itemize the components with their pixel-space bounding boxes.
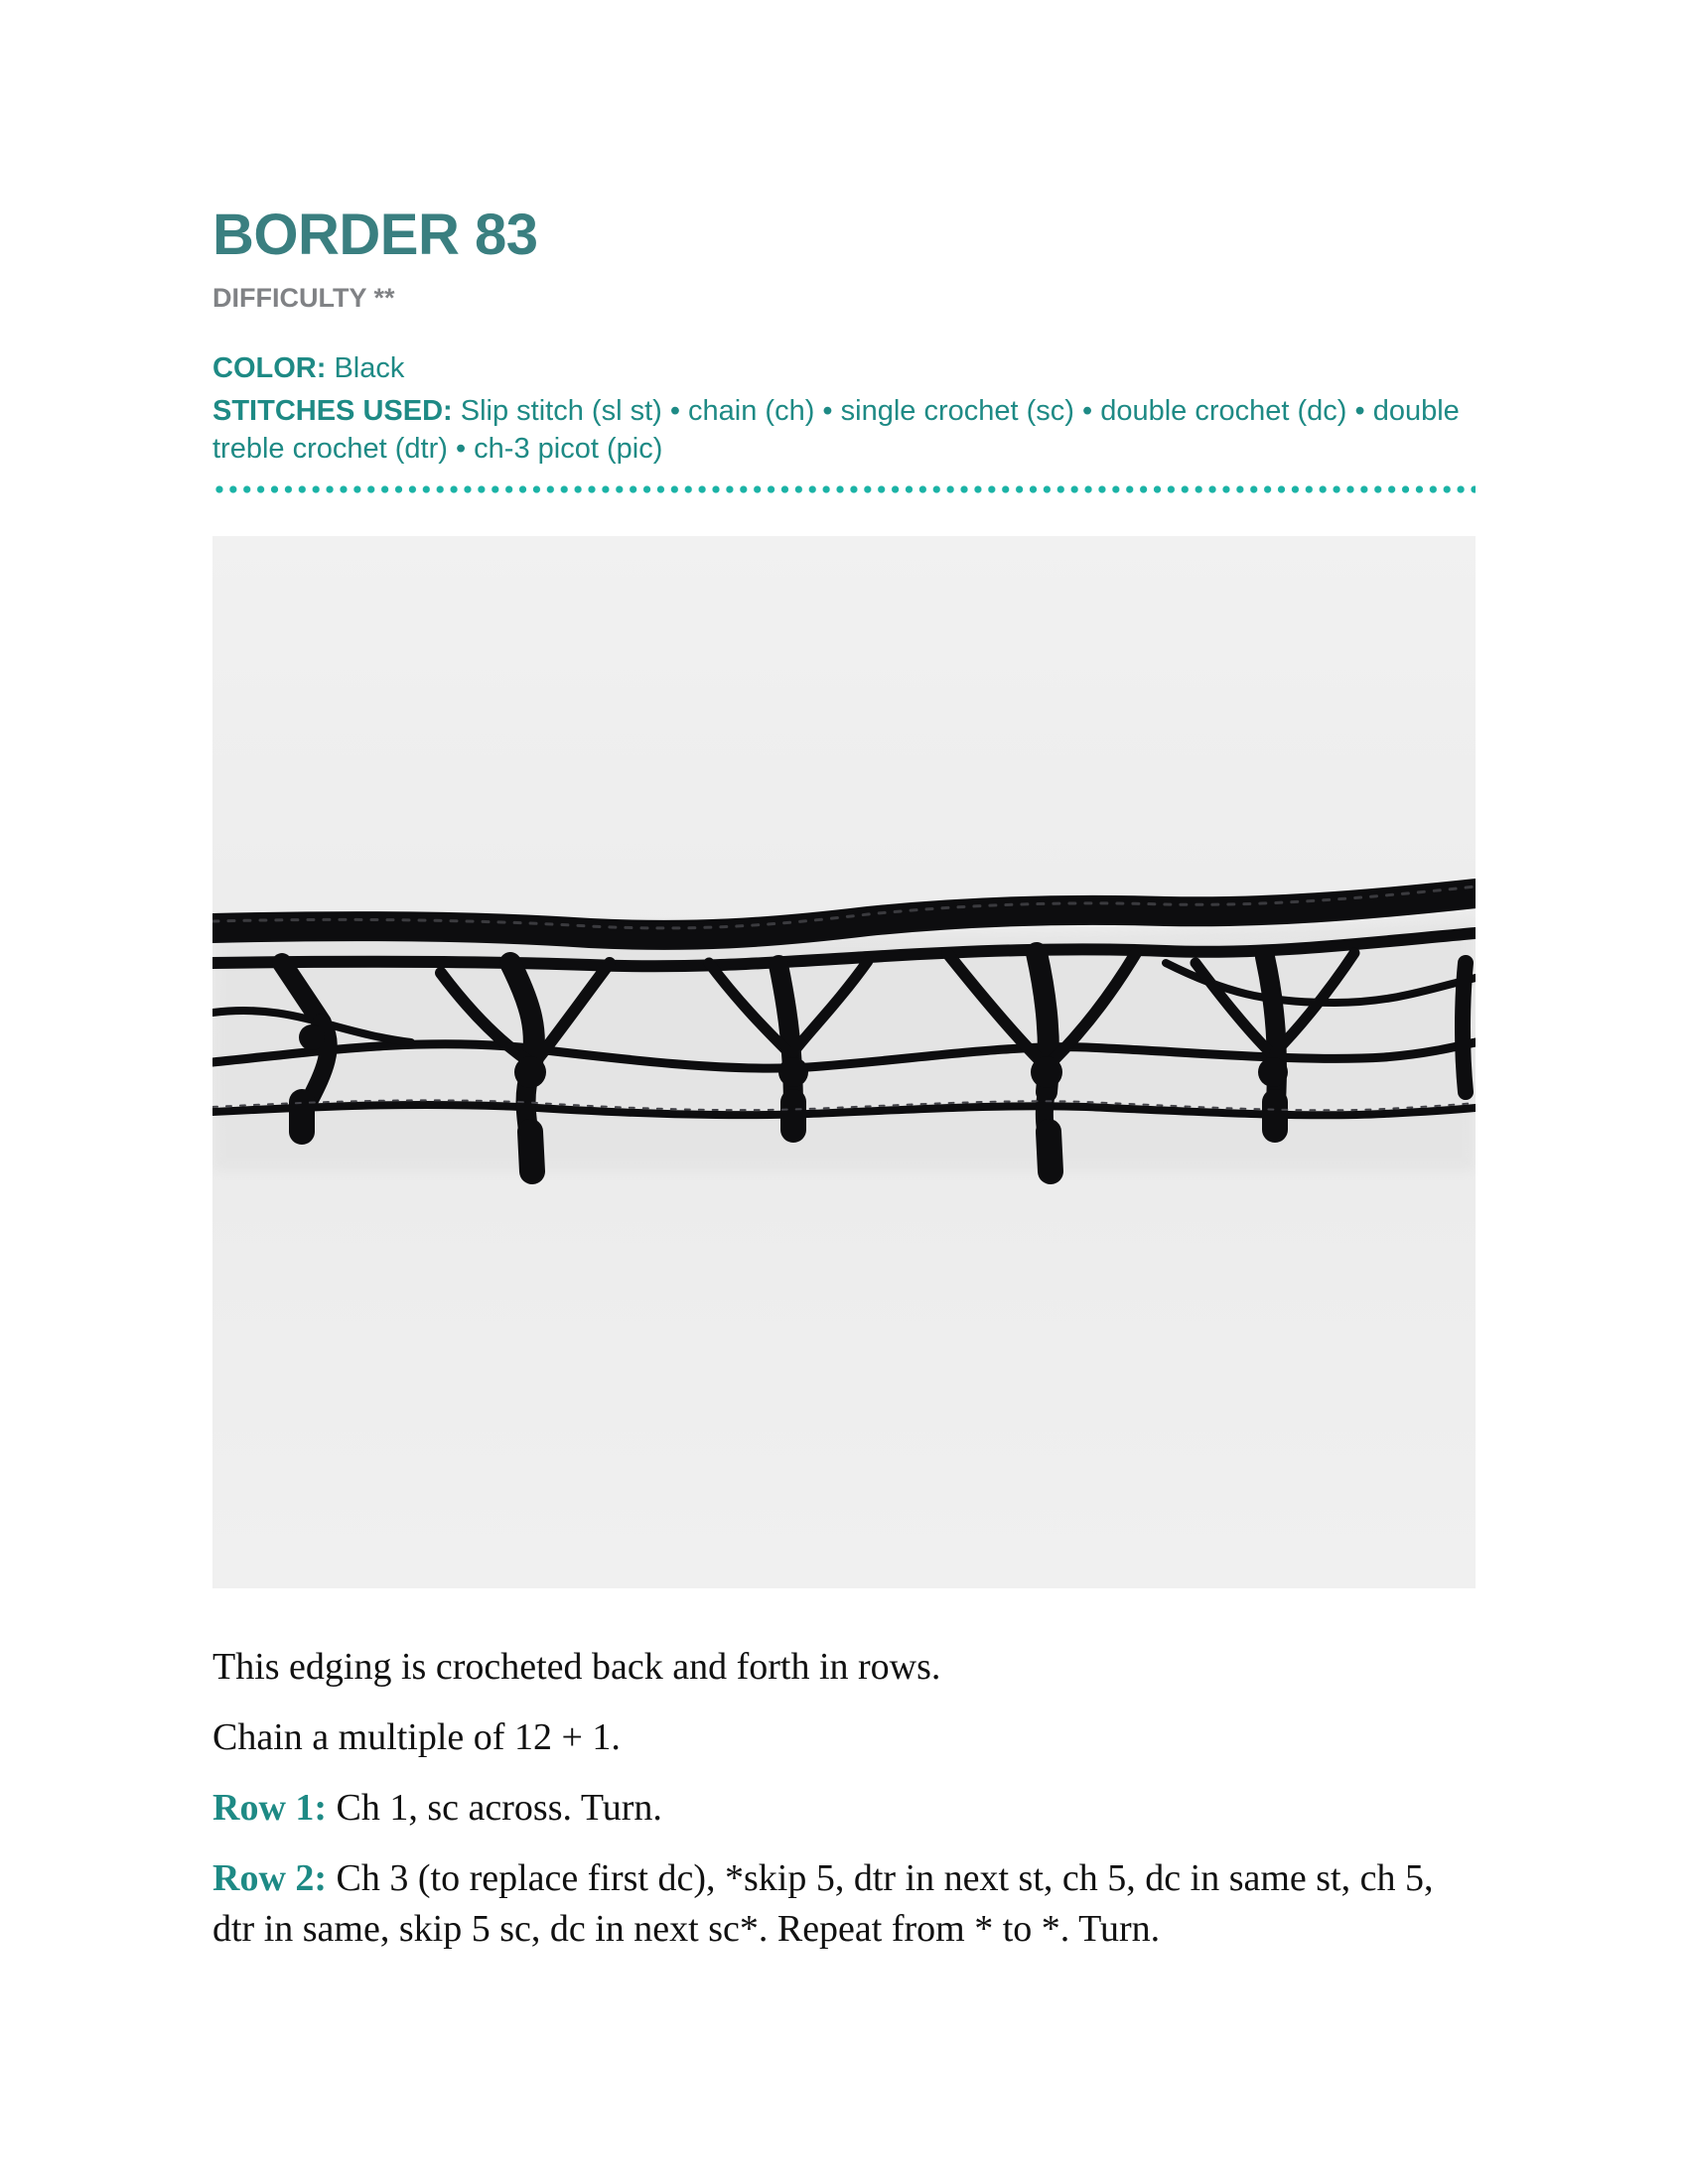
crochet-border-image bbox=[212, 536, 1476, 1588]
intro-text: This edging is crocheted back and forth in rows. bbox=[212, 1646, 941, 1688]
row-1-instruction bbox=[212, 1783, 1476, 1834]
border-photo bbox=[212, 536, 1476, 1588]
color-line bbox=[212, 349, 1476, 387]
chain-text: Chain a multiple of 12 + 1. bbox=[212, 1716, 621, 1758]
row-2-label: Row 2: bbox=[212, 1857, 328, 1899]
stitches-label: STITCHES USED: bbox=[212, 395, 453, 427]
color-value: Black bbox=[334, 352, 405, 384]
dotted-divider bbox=[212, 484, 1476, 494]
pattern-title: BORDER 83 bbox=[212, 203, 538, 267]
row-1-text: Ch 1, sc across. Turn. bbox=[327, 1787, 662, 1829]
row-2-text: Ch 3 (to replace first dc), *skip 5, dtr in next st, ch 5, dc in same st, ch 5, dtr in same, skip 5 sc, dc in next sc*. Repeat from * to *. Turn. bbox=[212, 1857, 1434, 1950]
row-2-instruction bbox=[212, 1853, 1476, 1955]
row-1-label: Row 1: bbox=[212, 1787, 328, 1829]
stitches-line bbox=[212, 392, 1476, 468]
color-label: COLOR: bbox=[212, 352, 327, 384]
stitches-value: Slip stitch (sl st) • chain (ch) • single crochet (sc) • double crochet (dc) • double treble crochet (dtr) • ch-3 picot (pic) bbox=[212, 395, 1460, 465]
difficulty-rating: DIFFICULTY ** bbox=[212, 283, 395, 313]
